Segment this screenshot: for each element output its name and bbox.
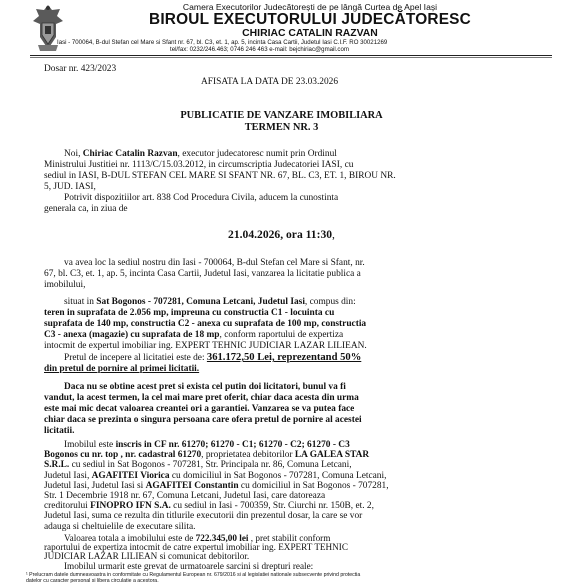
letterhead xyxy=(70,2,550,40)
registry-line4: Judetul Iasi, AGAFITEI Viorica cu domiciliul in Sat Bogonos - 707281, Comuna Letcani, xyxy=(44,470,387,481)
footnote-line1: ¹ Prelucram datele dumneavoastra in conformitate cu Regulamentul European nr. 679/2016 si al legislatiei nationale subsecvente privind protectia xyxy=(26,571,361,578)
conditions-line3: este mai mic decat valoarea creantei ori a garantiei. Vanzarea se va putea face xyxy=(44,404,355,414)
intro-line3: sediul in IASI, B-DUL STEFAN CEL MARE SI SFANT NR. 67, BL. C3, ET. 1, BIROU NR. xyxy=(44,171,396,181)
posted-date: AFISATA LA DATA DE 23.03.2026 xyxy=(201,77,339,87)
conditions-line1: Daca nu se obtine acest pret si exista cel putin doi licitatori, bunul va fi xyxy=(64,382,346,392)
auction-date: 21.04.2026, ora 11:30, xyxy=(228,228,335,241)
conditions-line4: chiar daca se prezinta o singura persoana care ofera pretul de pornire al acestei xyxy=(44,415,362,425)
header-rule-thin xyxy=(30,57,552,58)
total-value-line3: JUDICIAR LAZAR LILIEAN si comunicat debitorilor. xyxy=(44,550,250,561)
doc-title: PUBLICATIE DE VANZARE IMOBILIARA xyxy=(180,110,383,121)
start-price-line2: din pretul de pornire al primei licitatii. xyxy=(44,364,200,374)
registry-line6: Str. 1 Decembrie 1918 nr. 67, Comuna Letcani, Judetul Iasi, care datoreaza xyxy=(44,491,326,501)
office-name: BIROUL EXECUTORULUI JUDECĂTORESC xyxy=(149,11,471,28)
property-line5: intocmit de expertul imobiliar ing. EXPERT TEHNIC JUDICIAR LAZAR LILIEAN. xyxy=(44,341,367,351)
encumbrances-line: Imobilul urmarit este grevat de urmatoarele sarcini si drepturi reale: xyxy=(64,560,314,571)
bailiff-name: CHIRIAC CATALIN RAZVAN xyxy=(242,28,378,39)
chamber-name: Camera Executorilor Judecătorești de pe lângă Curtea de Apel Iași xyxy=(182,2,438,12)
case-number: Dosar nr. 423/2023 xyxy=(44,64,117,74)
intro-line4: 5, JUD. IASI, xyxy=(44,182,96,192)
legal-basis-line1: Potrivit dispozitiilor art. 838 Cod Procedura Civila, aducem la cunostinta xyxy=(64,193,339,203)
legal-basis-line2: generala ca, in ziua de xyxy=(44,204,128,214)
conditions-line2: vandut, la acest termen, la cel mai mare pret oferit, chiar daca acesta din urma xyxy=(44,393,359,403)
office-address: Iasi - 700064, B-dul Stefan cel Mare si Sfant nr. 67, bl. C3, et. 1, ap. 5, incinta Casa Cartii, Judetul Iasi C.I.F. RO 30021269 xyxy=(57,39,388,46)
registry-line2: Bogonos cu nr. top , nr. cadastral 61270, proprietatea debitorilor LA GALEA STAR xyxy=(44,450,370,461)
footnote xyxy=(26,572,556,585)
registry-line7: creditorului FINOPRO IFN S.A. cu sediul in Iasi - 700359, Str. Ciurchi nr. 150B, et. 2, xyxy=(44,501,374,512)
total-value-line2: raportului de expertiza intocmit de catre expertul imobiliar ing. EXPERT TEHNIC xyxy=(44,541,348,552)
office-contact: tel/fax: 0232/246.463; 0746 246 463 e-mail: bejchiriac@gmail.com xyxy=(170,46,349,53)
registry-line9: adauga si cheltuielile de executare silita. xyxy=(44,521,196,532)
property-line3: suprafata de 140 mp, constructia C2 - anexa cu suprafata de 100 mp, constructia xyxy=(44,319,367,329)
header-rule xyxy=(30,55,552,56)
doc-term: TERMEN NR. 3 xyxy=(244,122,319,133)
venue-line1: va avea loc la sediul nostru din Iasi - 700064, B-dul Stefan cel Mare si Sfant, nr. xyxy=(64,258,365,268)
footnote-line2: datelor cu caracter personal si libera circulatie a acestora. xyxy=(26,578,159,585)
venue-line2: 67, bl. C3, et. 1, ap. 5, incinta Casa Cartii, Judetul Iasi, vanzarea la licitatie publica a xyxy=(44,269,361,279)
total-value-line1: Valoarea totala a imobilului este de 722.345,00 lei , pret stabilit conform xyxy=(64,532,331,543)
intro-line1: Noi, Chiriac Catalin Razvan, executor judecatoresc numit prin Ordinul xyxy=(64,149,337,159)
start-price-line1: Pretul de incepere al licitatiei este de: 361.172,50 Lei, reprezentand 50% xyxy=(64,352,362,363)
intro-line2: Ministrului Justitiei nr. 1113/C/15.03.2012, in circumscriptia Judecatoriei IASI, cu xyxy=(44,160,354,170)
property-line4: C3 - anexa (magazie) cu suprafata de 18 mp, conform raportului de expertiza xyxy=(44,330,344,340)
registry-line5: Judetul Iasi, Judetul Iasi si AGAFITEI Constantin cu domiciliul in Sat Bogonos - 707281, xyxy=(44,480,389,491)
conditions-line5: licitatii. xyxy=(44,426,75,436)
coat-of-arms-icon xyxy=(30,3,66,55)
property-line1: situat in Sat Bogonos - 707281, Comuna Letcani, Judetul Iasi, compus din: xyxy=(64,297,356,307)
venue-line3: imobilului, xyxy=(44,280,86,290)
registry-line8: Judetul Iasi, suma ce rezulta din titlurile executorii din prezentul dosar, la care se vor xyxy=(44,511,363,522)
registry-line1: Imobilul este inscris in CF nr. 61270; 61270 - C1; 61270 - C2; 61270 - C3 xyxy=(64,440,350,450)
registry-line3: S.R.L. cu sediul in Sat Bogonos - 707281, Str. Principala nr. 86, Comuna Letcani, xyxy=(44,460,352,471)
property-line2: teren in suprafata de 2.056 mp, impreuna cu constructia C1 - locuinta cu xyxy=(44,308,335,318)
